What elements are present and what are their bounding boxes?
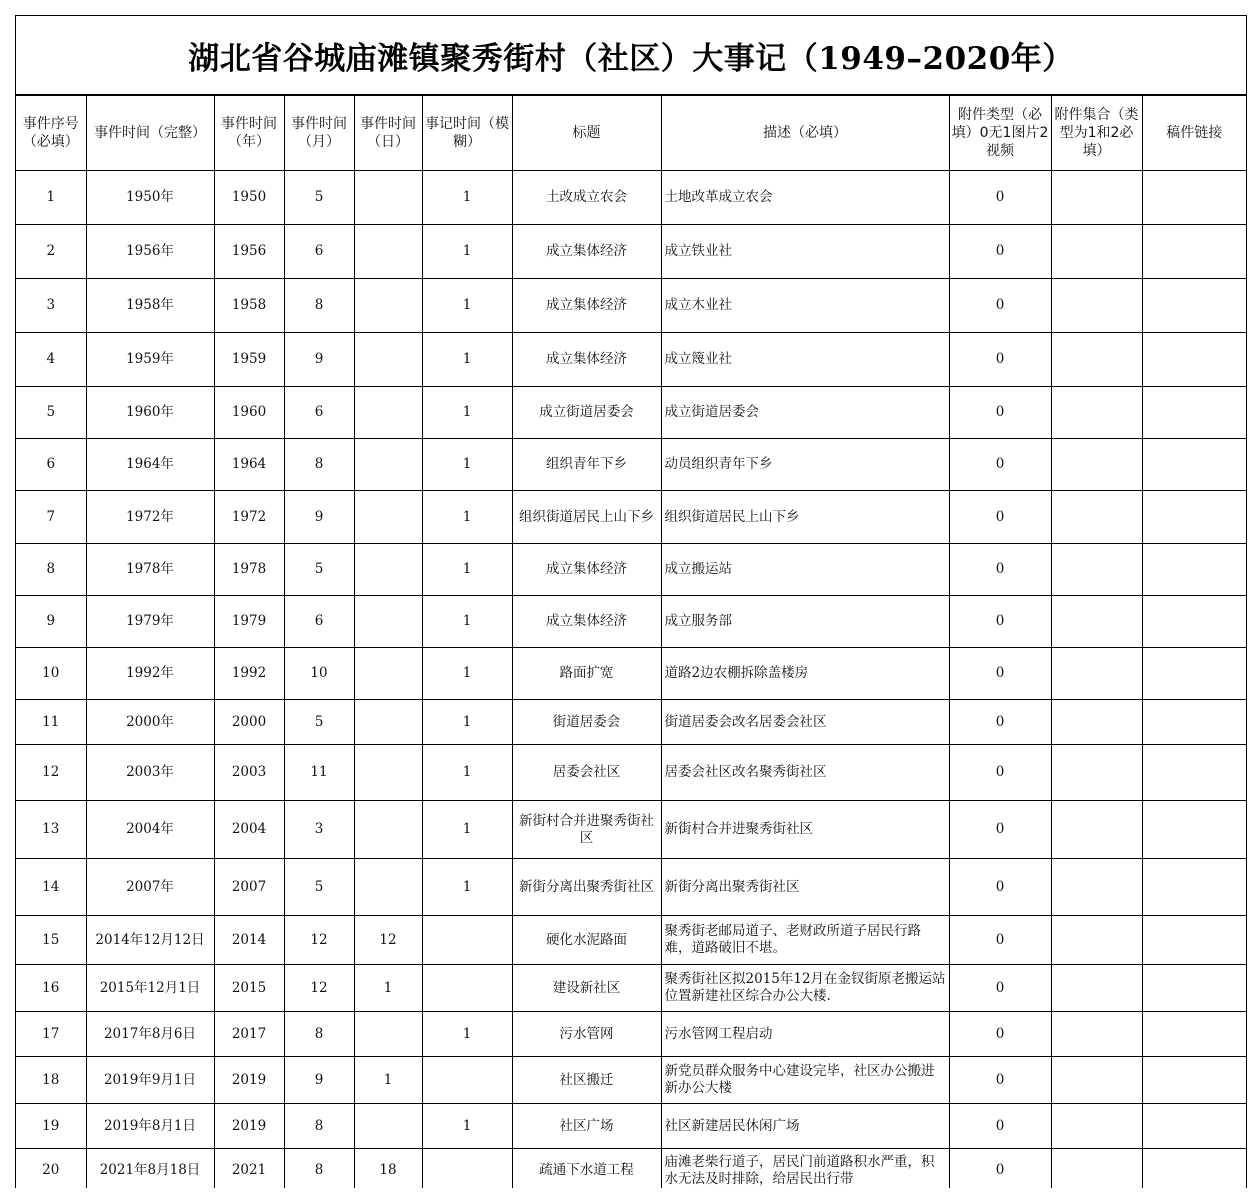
cell-description: 成立搬运站: [661, 544, 949, 596]
cell-attachment-type: 0: [949, 700, 1051, 745]
header-title: 标题: [512, 96, 661, 171]
cell-day: [354, 333, 422, 387]
cell-article-link: [1142, 916, 1246, 965]
cell-event-no: 4: [16, 333, 86, 387]
cell-title: 社区广场: [512, 1104, 661, 1149]
cell-full-date: 1964年: [86, 439, 214, 491]
cell-description: 动员组织青年下乡: [661, 439, 949, 491]
cell-attachment-type: 0: [949, 225, 1051, 279]
cell-attachment-set: [1051, 544, 1142, 596]
table-row: [16, 171, 1246, 225]
table-row: [16, 965, 1246, 1012]
cell-title: 街道居委会: [512, 700, 661, 745]
cell-attachment-set: [1051, 333, 1142, 387]
cell-month: 8: [284, 1104, 354, 1149]
cell-month: 5: [284, 700, 354, 745]
cell-title: 成立集体经济: [512, 596, 661, 648]
cell-event-no: 16: [16, 965, 86, 1012]
cell-attachment-type: 0: [949, 648, 1051, 700]
cell-month: 9: [284, 491, 354, 544]
cell-full-date: 1958年: [86, 279, 214, 333]
cell-fuzzy-time: [422, 916, 512, 965]
cell-description: 污水管网工程启动: [661, 1012, 949, 1057]
cell-attachment-type: 0: [949, 544, 1051, 596]
cell-title: 路面扩宽: [512, 648, 661, 700]
table-row: [16, 279, 1246, 333]
cell-fuzzy-time: 1: [422, 801, 512, 859]
cell-description: 庙滩老柴行道子，居民门前道路积水严重，积水无法及时排除，给居民出行带: [661, 1149, 949, 1189]
cell-year: 2004: [214, 801, 284, 859]
cell-day: [354, 596, 422, 648]
cell-fuzzy-time: [422, 965, 512, 1012]
cell-fuzzy-time: 1: [422, 544, 512, 596]
table-row: [16, 439, 1246, 491]
cell-event-no: 6: [16, 439, 86, 491]
cell-title: 成立街道居委会: [512, 387, 661, 439]
header-description: 描述（必填）: [661, 96, 949, 171]
cell-fuzzy-time: 1: [422, 1012, 512, 1057]
document-title: 湖北省谷城庙滩镇聚秀街村（社区）大事记（1949–2020年）: [16, 16, 1246, 95]
header-day: 事件时间（日）: [354, 96, 422, 171]
cell-event-no: 13: [16, 801, 86, 859]
header-event-no: 事件序号（必填）: [16, 96, 86, 171]
header-attachment-set: 附件集合（类型为1和2必填）: [1051, 96, 1142, 171]
cell-title: 疏通下水道工程: [512, 1149, 661, 1189]
header-row: [16, 96, 1246, 171]
cell-full-date: 1960年: [86, 387, 214, 439]
table-row: [16, 648, 1246, 700]
cell-full-date: 1978年: [86, 544, 214, 596]
cell-year: 1958: [214, 279, 284, 333]
cell-full-date: 1959年: [86, 333, 214, 387]
table-row: [16, 700, 1246, 745]
header-fuzzy-time: 事记时间（模糊）: [422, 96, 512, 171]
cell-day: [354, 801, 422, 859]
cell-title: 成立集体经济: [512, 333, 661, 387]
cell-day: 1: [354, 1057, 422, 1104]
cell-attachment-type: 0: [949, 859, 1051, 916]
spreadsheet: [15, 15, 1247, 1188]
cell-article-link: [1142, 801, 1246, 859]
table-row: [16, 225, 1246, 279]
cell-attachment-type: 0: [949, 333, 1051, 387]
cell-year: 2017: [214, 1012, 284, 1057]
cell-event-no: 1: [16, 171, 86, 225]
cell-article-link: [1142, 648, 1246, 700]
cell-year: 1978: [214, 544, 284, 596]
cell-day: [354, 648, 422, 700]
cell-event-no: 8: [16, 544, 86, 596]
cell-title: 成立集体经济: [512, 544, 661, 596]
cell-title: 新街分离出聚秀街社区: [512, 859, 661, 916]
cell-article-link: [1142, 1012, 1246, 1057]
cell-event-no: 2: [16, 225, 86, 279]
cell-description: 新街村合并进聚秀街社区: [661, 801, 949, 859]
cell-month: 5: [284, 859, 354, 916]
cell-article-link: [1142, 225, 1246, 279]
cell-description: 新街分离出聚秀街社区: [661, 859, 949, 916]
cell-event-no: 17: [16, 1012, 86, 1057]
table-row: [16, 859, 1246, 916]
table-row: [16, 1057, 1246, 1104]
cell-event-no: 20: [16, 1149, 86, 1189]
cell-description: 街道居委会改名居委会社区: [661, 700, 949, 745]
cell-attachment-type: 0: [949, 279, 1051, 333]
cell-article-link: [1142, 1057, 1246, 1104]
cell-day: [354, 859, 422, 916]
cell-month: 8: [284, 1012, 354, 1057]
cell-year: 1979: [214, 596, 284, 648]
cell-year: 2007: [214, 859, 284, 916]
cell-attachment-set: [1051, 745, 1142, 801]
cell-attachment-set: [1051, 801, 1142, 859]
table-row: [16, 1012, 1246, 1057]
cell-attachment-set: [1051, 1149, 1142, 1189]
cell-full-date: 2014年12月12日: [86, 916, 214, 965]
table-row: [16, 1149, 1246, 1189]
cell-day: 1: [354, 965, 422, 1012]
cell-fuzzy-time: 1: [422, 439, 512, 491]
cell-article-link: [1142, 333, 1246, 387]
cell-title: 新街村合并进聚秀街社区: [512, 801, 661, 859]
cell-fuzzy-time: 1: [422, 333, 512, 387]
cell-event-no: 10: [16, 648, 86, 700]
cell-day: [354, 1104, 422, 1149]
cell-year: 2019: [214, 1057, 284, 1104]
cell-attachment-type: 0: [949, 1012, 1051, 1057]
cell-attachment-type: 0: [949, 387, 1051, 439]
cell-fuzzy-time: 1: [422, 745, 512, 801]
cell-year: 1972: [214, 491, 284, 544]
cell-event-no: 19: [16, 1104, 86, 1149]
cell-month: 9: [284, 1057, 354, 1104]
cell-article-link: [1142, 965, 1246, 1012]
cell-title: 居委会社区: [512, 745, 661, 801]
cell-month: 11: [284, 745, 354, 801]
cell-day: [354, 171, 422, 225]
cell-article-link: [1142, 1104, 1246, 1149]
cell-article-link: [1142, 859, 1246, 916]
table-row: [16, 1104, 1246, 1149]
cell-year: 2003: [214, 745, 284, 801]
table-row: [16, 387, 1246, 439]
cell-full-date: 2021年8月18日: [86, 1149, 214, 1189]
cell-article-link: [1142, 745, 1246, 801]
cell-day: [354, 387, 422, 439]
cell-day: 18: [354, 1149, 422, 1189]
cell-month: 6: [284, 387, 354, 439]
cell-fuzzy-time: 1: [422, 387, 512, 439]
table-row: [16, 916, 1246, 965]
cell-event-no: 7: [16, 491, 86, 544]
cell-title: 组织青年下乡: [512, 439, 661, 491]
cell-year: 1964: [214, 439, 284, 491]
cell-event-no: 5: [16, 387, 86, 439]
cell-year: 2014: [214, 916, 284, 965]
cell-fuzzy-time: 1: [422, 596, 512, 648]
cell-description: 成立服务部: [661, 596, 949, 648]
cell-title: 污水管网: [512, 1012, 661, 1057]
cell-day: [354, 225, 422, 279]
cell-year: 2015: [214, 965, 284, 1012]
table-row: [16, 801, 1246, 859]
cell-event-no: 11: [16, 700, 86, 745]
cell-fuzzy-time: 1: [422, 491, 512, 544]
cell-full-date: 2004年: [86, 801, 214, 859]
cell-title: 成立集体经济: [512, 225, 661, 279]
cell-fuzzy-time: 1: [422, 700, 512, 745]
cell-full-date: 2000年: [86, 700, 214, 745]
cell-description: 新党员群众服务中心建设完毕，社区办公搬进新办公大楼: [661, 1057, 949, 1104]
cell-full-date: 1979年: [86, 596, 214, 648]
cell-attachment-set: [1051, 491, 1142, 544]
cell-description: 社区新建居民休闲广场: [661, 1104, 949, 1149]
cell-day: [354, 491, 422, 544]
cell-article-link: [1142, 491, 1246, 544]
cell-month: 5: [284, 544, 354, 596]
cell-day: 12: [354, 916, 422, 965]
cell-article-link: [1142, 700, 1246, 745]
cell-day: [354, 544, 422, 596]
cell-year: 1956: [214, 225, 284, 279]
cell-attachment-set: [1051, 225, 1142, 279]
cell-description: 聚秀街老邮局道子、老财政所道子居民行路难，道路破旧不堪。: [661, 916, 949, 965]
cell-year: 2000: [214, 700, 284, 745]
cell-attachment-set: [1051, 965, 1142, 1012]
cell-attachment-set: [1051, 1104, 1142, 1149]
cell-event-no: 14: [16, 859, 86, 916]
cell-month: 5: [284, 171, 354, 225]
cell-description: 成立街道居委会: [661, 387, 949, 439]
header-year: 事件时间（年）: [214, 96, 284, 171]
cell-fuzzy-time: 1: [422, 225, 512, 279]
cell-attachment-type: 0: [949, 801, 1051, 859]
cell-fuzzy-time: [422, 1149, 512, 1189]
cell-attachment-type: 0: [949, 965, 1051, 1012]
table-row: [16, 333, 1246, 387]
cell-month: 8: [284, 1149, 354, 1189]
cell-attachment-type: 0: [949, 439, 1051, 491]
cell-attachment-type: 0: [949, 1104, 1051, 1149]
cell-description: 道路2边农棚拆除盖楼房: [661, 648, 949, 700]
header-article-link: 稿件链接: [1142, 96, 1246, 171]
cell-fuzzy-time: 1: [422, 279, 512, 333]
cell-attachment-type: 0: [949, 171, 1051, 225]
cell-article-link: [1142, 171, 1246, 225]
cell-attachment-type: 0: [949, 596, 1051, 648]
cell-title: 建设新社区: [512, 965, 661, 1012]
events-table: [16, 95, 1246, 1188]
cell-attachment-set: [1051, 387, 1142, 439]
cell-attachment-set: [1051, 859, 1142, 916]
cell-month: 6: [284, 596, 354, 648]
cell-full-date: 1950年: [86, 171, 214, 225]
cell-fuzzy-time: 1: [422, 171, 512, 225]
cell-day: [354, 745, 422, 801]
cell-full-date: 2003年: [86, 745, 214, 801]
cell-description: 成立铁业社: [661, 225, 949, 279]
cell-title: 成立集体经济: [512, 279, 661, 333]
cell-title: 社区搬迁: [512, 1057, 661, 1104]
cell-article-link: [1142, 387, 1246, 439]
cell-attachment-type: 0: [949, 1057, 1051, 1104]
cell-description: 组织街道居民上山下乡: [661, 491, 949, 544]
cell-title: 硬化水泥路面: [512, 916, 661, 965]
cell-event-no: 18: [16, 1057, 86, 1104]
cell-event-no: 9: [16, 596, 86, 648]
cell-description: 土地改革成立农会: [661, 171, 949, 225]
cell-article-link: [1142, 1149, 1246, 1189]
cell-month: 8: [284, 279, 354, 333]
cell-full-date: 2019年9月1日: [86, 1057, 214, 1104]
cell-fuzzy-time: [422, 1057, 512, 1104]
table-row: [16, 596, 1246, 648]
cell-year: 1960: [214, 387, 284, 439]
cell-event-no: 12: [16, 745, 86, 801]
cell-month: 6: [284, 225, 354, 279]
header-full-date: 事件时间（完整）: [86, 96, 214, 171]
cell-year: 1992: [214, 648, 284, 700]
cell-month: 3: [284, 801, 354, 859]
cell-day: [354, 700, 422, 745]
cell-month: 9: [284, 333, 354, 387]
cell-article-link: [1142, 596, 1246, 648]
cell-attachment-set: [1051, 439, 1142, 491]
cell-full-date: 2019年8月1日: [86, 1104, 214, 1149]
cell-fuzzy-time: 1: [422, 1104, 512, 1149]
cell-attachment-set: [1051, 1012, 1142, 1057]
cell-day: [354, 279, 422, 333]
cell-event-no: 3: [16, 279, 86, 333]
header-month: 事件时间（月）: [284, 96, 354, 171]
cell-month: 12: [284, 965, 354, 1012]
cell-year: 1950: [214, 171, 284, 225]
cell-year: 2021: [214, 1149, 284, 1189]
table-row: [16, 491, 1246, 544]
cell-description: 居委会社区改名聚秀街社区: [661, 745, 949, 801]
cell-fuzzy-time: 1: [422, 859, 512, 916]
table-row: [16, 745, 1246, 801]
cell-article-link: [1142, 544, 1246, 596]
cell-event-no: 15: [16, 916, 86, 965]
cell-attachment-set: [1051, 279, 1142, 333]
cell-attachment-set: [1051, 916, 1142, 965]
cell-attachment-set: [1051, 596, 1142, 648]
cell-attachment-set: [1051, 1057, 1142, 1104]
cell-day: [354, 1012, 422, 1057]
cell-description: 成立篾业社: [661, 333, 949, 387]
cell-year: 2019: [214, 1104, 284, 1149]
cell-title: 土改成立农会: [512, 171, 661, 225]
cell-full-date: 1972年: [86, 491, 214, 544]
cell-attachment-type: 0: [949, 1149, 1051, 1189]
cell-full-date: 2015年12月1日: [86, 965, 214, 1012]
cell-article-link: [1142, 439, 1246, 491]
cell-full-date: 2017年8月6日: [86, 1012, 214, 1057]
cell-month: 8: [284, 439, 354, 491]
cell-attachment-type: 0: [949, 916, 1051, 965]
cell-year: 1959: [214, 333, 284, 387]
cell-day: [354, 439, 422, 491]
cell-description: 聚秀街社区拟2015年12月在金钗街原老搬运站位置新建社区综合办公大楼.: [661, 965, 949, 1012]
cell-attachment-set: [1051, 171, 1142, 225]
cell-attachment-set: [1051, 648, 1142, 700]
cell-full-date: 1956年: [86, 225, 214, 279]
cell-fuzzy-time: 1: [422, 648, 512, 700]
cell-description: 成立木业社: [661, 279, 949, 333]
table-row: [16, 544, 1246, 596]
cell-full-date: 1992年: [86, 648, 214, 700]
cell-attachment-type: 0: [949, 491, 1051, 544]
header-attachment-type: 附件类型（必填）0无1图片2视频: [949, 96, 1051, 171]
cell-full-date: 2007年: [86, 859, 214, 916]
cell-month: 12: [284, 916, 354, 965]
cell-title: 组织街道居民上山下乡: [512, 491, 661, 544]
cell-month: 10: [284, 648, 354, 700]
cell-attachment-set: [1051, 700, 1142, 745]
cell-article-link: [1142, 279, 1246, 333]
cell-attachment-type: 0: [949, 745, 1051, 801]
